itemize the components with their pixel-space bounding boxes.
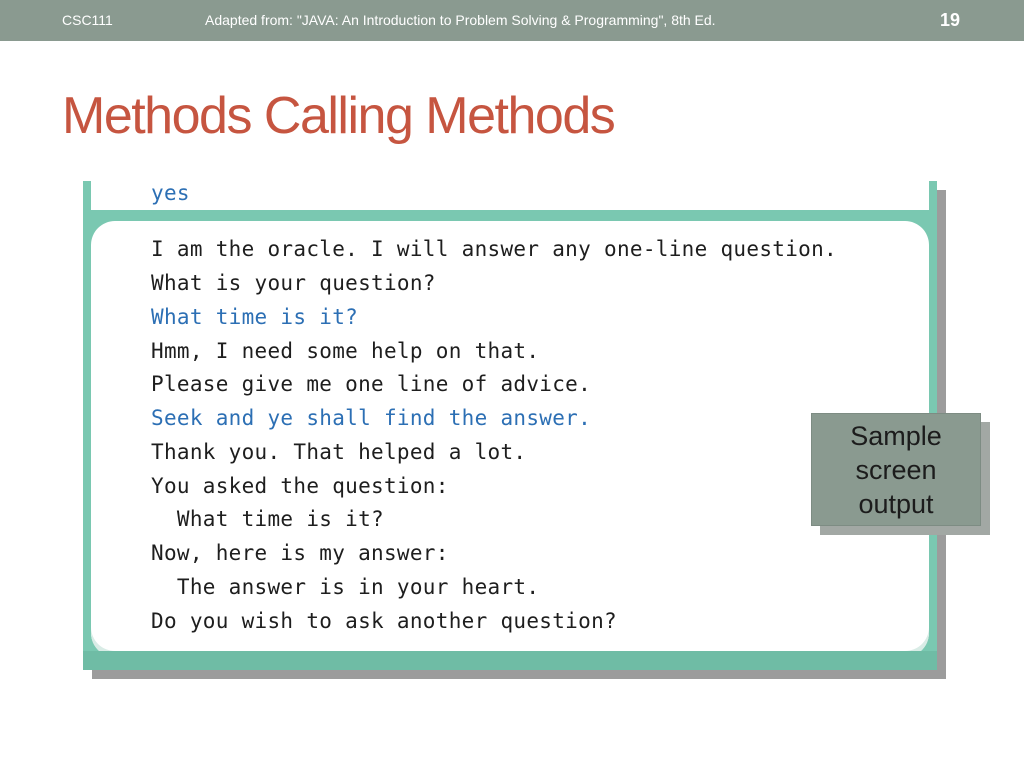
source-citation: Adapted from: "JAVA: An Introduction to Problem Solving & Programming", 8th Ed.: [205, 12, 716, 28]
console-line: What is your question?: [151, 271, 436, 295]
header-bar: [0, 0, 1024, 41]
console-line-user-input: What time is it?: [151, 305, 359, 329]
course-label: CSC111: [62, 12, 113, 28]
callout-text-line: Sample: [850, 420, 942, 451]
console-line: The answer is in your heart.: [151, 575, 540, 599]
slide-title: Methods Calling Methods: [62, 87, 615, 145]
console-line: I am the oracle. I will answer any one-line question.: [151, 237, 837, 261]
console-line: Now, here is my answer:: [151, 541, 449, 565]
callout-text-line: screen: [855, 454, 937, 485]
page-number: 19: [940, 10, 961, 30]
console-line: Please give me one line of advice.: [151, 372, 592, 396]
sample-output-callout: [811, 413, 981, 526]
console-line-top: yes: [151, 181, 190, 205]
console-line: Do you wish to ask another question?: [151, 609, 617, 633]
console-line: Hmm, I need some help on that.: [151, 339, 540, 363]
console-line: What time is it?: [151, 507, 384, 531]
console-top-strip: [91, 181, 929, 210]
console-line-user-input: Seek and ye shall find the answer.: [151, 406, 592, 430]
console-figure: [83, 181, 937, 670]
callout-text-line: output: [858, 488, 934, 519]
console-line: Thank you. That helped a lot.: [151, 440, 527, 464]
console-screen: [91, 221, 929, 657]
console-bottom-edge: [83, 651, 937, 670]
console-line: You asked the question:: [151, 474, 449, 498]
